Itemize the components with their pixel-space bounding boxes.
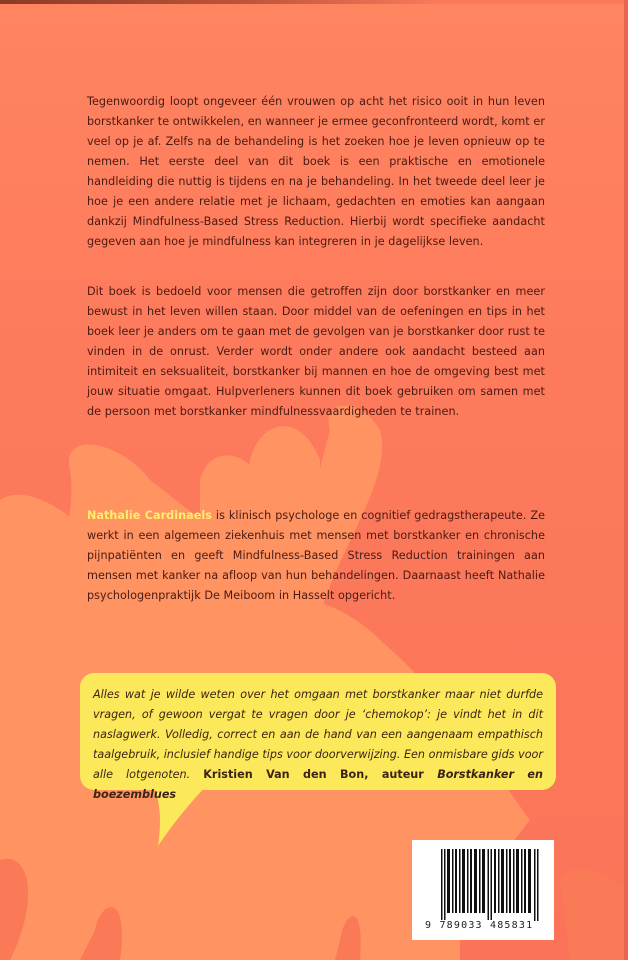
isbn-number: 9 789033 485831 <box>425 920 534 931</box>
blurb-paragraph-1: Tegenwoordig loopt ongeveer één vrouwen op acht het risico ooit in hun leven borstkanker te ontwikkelen, en wanneer je ermee geconfronteerd wordt, komt er veel op je af. Zelfs na de behandeling is het zoeken hoe je leven opnieuw op te nemen. Het eerste deel van dit boek is een praktische en emotionele handleiding die nuttig is tijdens en na je behandeling. In het tweede deel leer je hoe je een andere relatie met je lichaam, gedachten en emoties kan aangaan dankzij Mindfulness-Based Stress Reduction. Hierbij wordt specifieke aandacht gegeven aan hoe je mindfulness kan integreren in je dagelijkse leven. <box>87 95 545 248</box>
testimonial-source: Kristien Van den Bon, auteur <box>203 768 438 781</box>
cover-right-edge <box>624 0 628 960</box>
barcode-icon <box>441 849 539 921</box>
author-bio <box>87 506 545 606</box>
author-bio-text: is klinisch psychologe en cognitief gedragstherapeute. Ze werkt in een algemeen ziekenhuis met mensen met borstkanker en chronische pijnpatiënten en geeft Mindfulness-Based Stress Reduction trainingen aan mensen met kanker na afloop van hun behandelingen. Daarnaast heeft Nathalie psychologenpraktijk De Meiboom in Hasselt opgericht. <box>87 509 546 602</box>
testimonial-source-book: Borstkanker en boezemblues <box>93 768 543 801</box>
testimonial-quote: Alles wat je wilde weten over het omgaan met borstkanker maar niet durfde vragen, of gewoon vergat te vragen door je ‘chemokop’: je vindt het in dit naslagwerk. Volledig, correct en aan de hand van een aangenaam empathisch taalgebruik, inclusief handige tips voor doorverwijzing. Een onmisbare gids voor alle lotgenoten. <box>93 688 543 781</box>
isbn-barcode <box>412 840 554 940</box>
testimonial <box>93 685 543 805</box>
blurb-paragraph-2: Dit boek is bedoeld voor mensen die getroffen zijn door borstkanker en meer bewust in het leven willen staan. Door middel van de oefeningen en tips in het boek leer je anders om te gaan met de gevolgen van je borstkanker door rust te vinden in de onrust. Verder wordt onder andere ook aandacht besteed aan intimiteit en seksualiteit, borstkanker bij mannen en hoe de omgeving best met jouw situatie omgaat. Hulpverleners kunnen dit boek gebruiken om samen met de persoon met borstkanker mindfulnessvaardigheden te trainen. <box>87 285 545 418</box>
author-name: Nathalie Cardinaels <box>87 509 212 522</box>
